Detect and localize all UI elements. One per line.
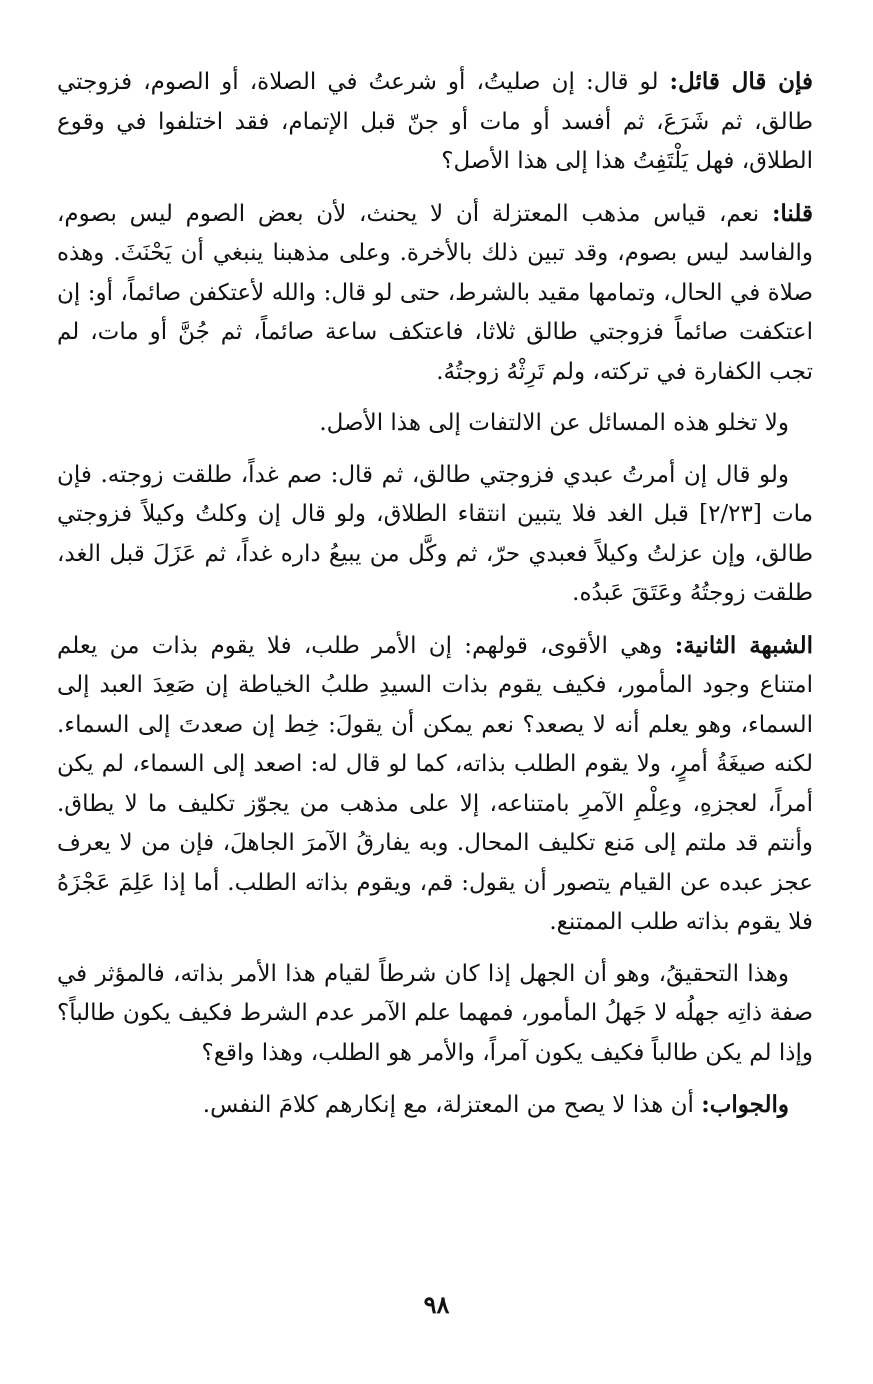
paragraph-text: ولا تخلو هذه المسائل عن الالتفات إلى هذا الأصل. — [319, 410, 789, 436]
paragraph-text: نعم، قياس مذهب المعتزلة أن لا يحنث، لأن بعض الصوم ليس بصوم، والفاسد ليس بصوم، وقد تبين ذلك بالأخرة. وعلى مذهبنا ينبغي أن يَحْنَثَ. وهذه صلاة في الحال، وتمامها مقيد بالشرط، حتى لو قال: والله لأعتكفن صائماً، أو: إن اعتكفت صائماً فزوجتي طالق ثلاثا، فاعتكف ساعة صائماً، ثم جُنَّ أو مات، لم تجب الكفارة في تركته، ولم تَرِثْهُ زوجتُهُ. — [57, 200, 813, 385]
paragraph-note — [57, 404, 813, 444]
paragraph-text: وهي الأقوى، قولهم: إن الأمر طلب، فلا يقوم بذات من يعلم امتناع وجود المأمور، فكيف يقوم بذات السيدِ طلبُ الخياطة إن صَعِدَ العبد إلى السماء، وهو يعلم أنه لا يصعد؟ نعم يمكن أن يقولَ: خِط إن صعدتَ إلى السماء. لكنه صيغَةُ أمرٍ، ولا يقوم الطلب بذاته، كما لو قال له: اصعد إلى السماء، لم يكن أمراً، لعجزهِ، وعِلْمِ الآمرِ بامتناعه، إلا على مذهب من يجوّز تكليف ما لا يطاق. وأنتم قد ملتم إلى مَنع تكليف المحال. وبه يفارقُ الآمرَ الجاهلَ، فإن من لا يعرف عجز عبده عن القيام يتصور أن يقول: قم، ويقوم بذاته الطلب. أما إذا عَلِمَ عَجْزَهُ فلا يقوم بذاته طلب الممتنع. — [57, 632, 813, 935]
paragraph-second-doubt — [57, 626, 813, 943]
paragraph-objection — [57, 62, 813, 182]
paragraph-investigation — [57, 955, 813, 1074]
document-page — [57, 62, 813, 1138]
paragraph-text: أن هذا لا يصح من المعتزلة، مع إنكارهم كلامَ النفس. — [202, 1092, 702, 1118]
paragraph-lead: فإن قال قائل: — [669, 68, 813, 95]
paragraph-lead: والجواب: — [701, 1091, 789, 1118]
paragraph-text: وهذا التحقيقُ، وهو أن الجهل إذا كان شرطاً لقيام هذا الأمر بذاته، فالمؤثر في صفة ذاتِه جهلُه لا جَهلُ المأمور، فمهما علم الآمر عدم الشرط فكيف يكون طالباً؟ وإذا لم يكن طالباً فكيف يكون آمراً، والأمر هو الطلب، وهذا واقع؟ — [57, 960, 813, 1066]
paragraph-answer — [57, 194, 813, 393]
paragraph-example — [57, 456, 813, 614]
paragraph-lead: الشبهة الثانية: — [674, 631, 813, 659]
paragraph-reply — [57, 1085, 813, 1126]
paragraph-lead: قلنا: — [771, 199, 813, 227]
paragraph-text: ولو قال إن أمرتُ عبدي فزوجتي طالق، ثم قال: صم غداً، طلقت زوجته. فإن مات [٢/٢٣] قبل الغد فلا يتبين انتقاء الطلاق، ولو قال إن وكلتُ وكيلاً فزوجتي طالق، وإن عزلتُ وكيلاً فعبدي حرّ، ثم وكَّل من يبيعُ داره غداً، ثم عَزَلَ قبل الغد، طلقت زوجتُهُ وعَتَقَ عَبدُه. — [57, 461, 814, 606]
paragraph-text: لو قال: إن صليتُ، أو شرعتُ في الصلاة، أو الصوم، فزوجتي طالق، ثم شَرَعَ، ثم أفسد أو مات أو جنّ قبل الإتمام، فقد اختلفوا في وقوع الطلاق، فهل يَلْتَفِتُ هذا إلى هذا الأصل؟ — [57, 69, 813, 174]
page-number: ٩٨ — [423, 1290, 450, 1319]
